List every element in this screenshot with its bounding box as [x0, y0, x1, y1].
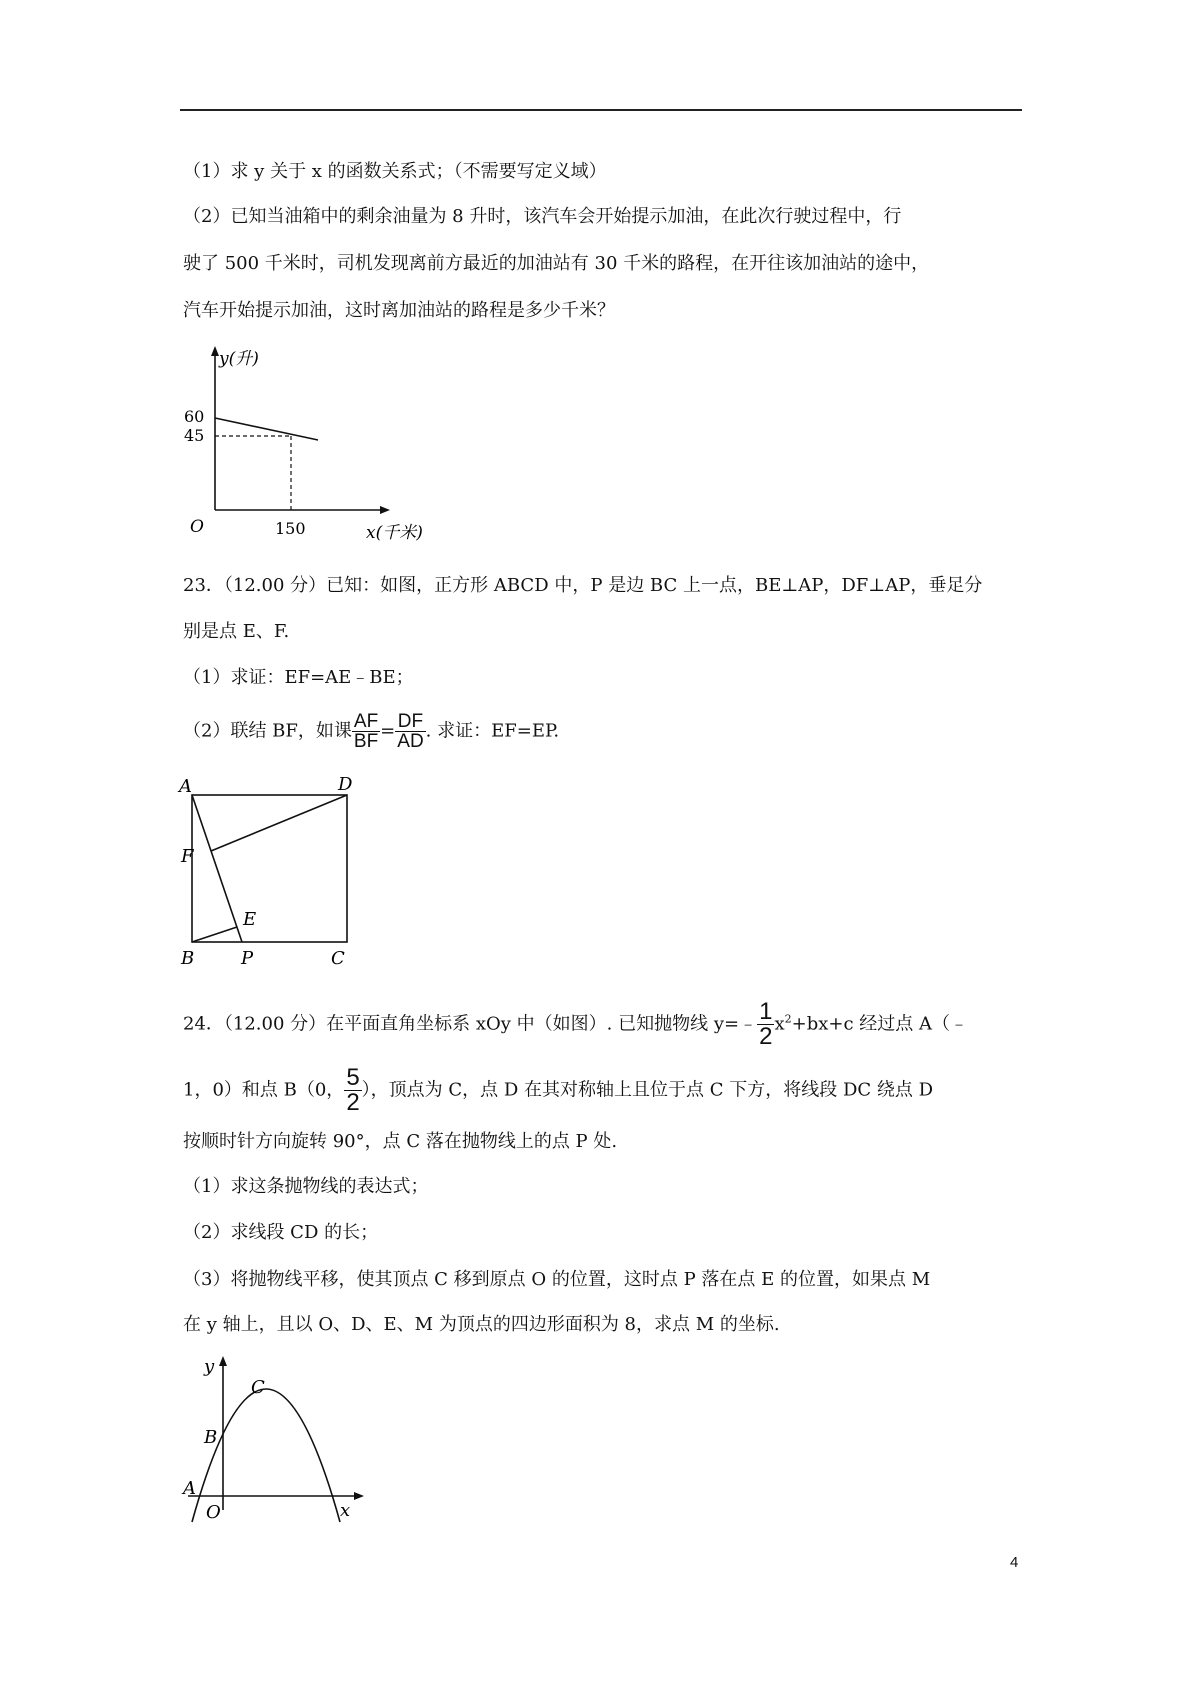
y-tick-45: 45	[184, 426, 205, 445]
p24-part3-line1: （3）将抛物线平移，使其顶点 C 移到原点 O 的位置，这时点 P 落在点 E 的位置，如果点 M	[183, 1269, 931, 1290]
p24-part3-line2: 在 y 轴上，且以 O、D、E、M 为顶点的四边形面积为 8，求点 M 的坐标.	[183, 1314, 780, 1335]
label-o: O	[206, 1502, 221, 1523]
fuel-graph	[170, 342, 450, 547]
label-a: A	[183, 1478, 196, 1499]
parabola-figure	[178, 1350, 378, 1538]
p23-part1: （1）求证：EF=AE﹣BE；	[183, 667, 414, 688]
label-e: E	[243, 909, 257, 930]
p24-line2-pre: 1，0）和点 B（0，	[183, 1079, 345, 1101]
y-tick-60: 60	[184, 407, 205, 426]
p24-line2-post: ），顶点为 C，点 D 在其对称轴上且位于点 C 下方，将线段 DC 绕点 D	[361, 1079, 934, 1101]
origin-label: O	[190, 517, 204, 537]
label-f: F	[181, 846, 194, 867]
p24-line1-post: +bx+c 经过点 A（﹣	[791, 1013, 968, 1035]
p24-part1: （1）求这条抛物线的表达式；	[183, 1176, 429, 1197]
label-d: D	[338, 774, 353, 795]
square-abcd	[192, 795, 347, 942]
x-tick-150: 150	[275, 519, 306, 538]
p23-head-line1: 23．（12.00 分）已知：如图，正方形 ABCD 中，P 是边 BC 上一点，BE⊥AP，DF⊥AP，垂足分	[183, 575, 983, 596]
p22-part1: （1）求 y 关于 x 的函数关系式；（不需要写定义域）	[183, 161, 607, 182]
exponent-2: 2	[784, 1012, 792, 1026]
segment-df	[211, 795, 347, 851]
fraction-af-bf: $\frac{AF}{BF}$	[353, 711, 379, 752]
x-axis-label: x(千米)	[366, 523, 423, 543]
label-a: A	[179, 776, 192, 797]
segment-be	[192, 927, 237, 942]
var-x: x	[774, 1013, 785, 1035]
square-figure	[175, 768, 370, 968]
x-axis-arrow	[380, 506, 390, 514]
x-axis-arrow	[354, 1492, 364, 1500]
label-b: B	[204, 1427, 218, 1448]
fraction-five-halves: $\frac{5}{2}$	[346, 1064, 360, 1116]
p24-line2	[183, 1066, 933, 1115]
p24-line3: 按顺时针方向旋转 90°，点 C 落在抛物线上的点 P 处.	[183, 1131, 618, 1152]
header-rule	[180, 109, 1022, 111]
label-x: x	[340, 1500, 351, 1521]
fraction-df-ad: $\frac{DF}{AD}$	[397, 711, 424, 752]
p22-part2-line2: 驶了 500 千米时，司机发现离前方最近的加油站有 30 千米的路程，在开往该加油站的途中，	[183, 253, 930, 274]
equals-sign: =	[380, 720, 396, 742]
fuel-line	[215, 418, 318, 440]
p24-line1-pre: 24．（12.00 分）在平面直角坐标系 xOy 中（如图）. 已知抛物线 y=﹣	[183, 1013, 758, 1035]
y-axis-arrow	[219, 1356, 227, 1366]
p23-part2-pre: （2）联结 BF，如课	[183, 720, 352, 742]
y-axis-arrow	[211, 346, 219, 356]
p23-part2	[183, 712, 559, 751]
label-p: P	[241, 948, 254, 968]
p22-part2-line3: 汽车开始提示加油，这时离加油站的路程是多少千米？	[183, 300, 615, 321]
y-axis-label: y(升)	[219, 349, 259, 369]
label-y: y	[204, 1356, 215, 1377]
p24-part2: （2）求线段 CD 的长；	[183, 1222, 379, 1243]
label-c: C	[251, 1377, 265, 1398]
label-c: C	[331, 948, 345, 968]
page-number: 4	[1010, 1554, 1019, 1571]
label-b: B	[181, 948, 195, 968]
p24-line1	[183, 1000, 968, 1049]
p22-part2-line1: （2）已知当油箱中的剩余油量为 8 升时，该汽车会开始提示加油，在此次行驶过程中，行	[183, 206, 902, 227]
segment-ap	[192, 795, 242, 942]
p23-part2-post: . 求证：EF=EP.	[425, 720, 560, 742]
fraction-one-half: $\frac{1}{2}$	[759, 998, 773, 1050]
p23-head-line2: 别是点 E、F.	[183, 621, 290, 642]
